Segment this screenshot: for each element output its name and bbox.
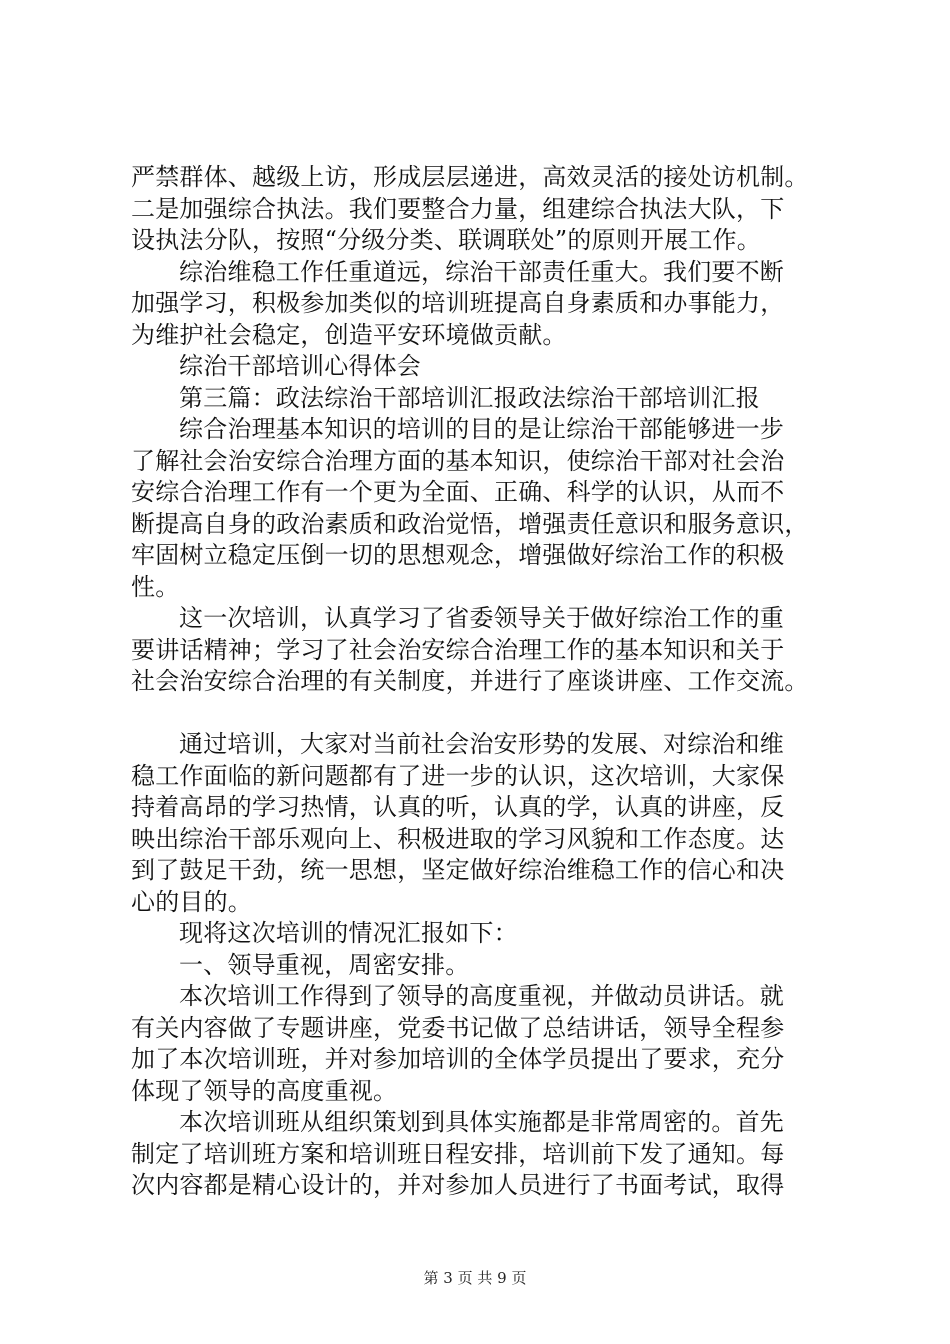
text-line: 设执法分队，按照“分级分类、联调联处”的原则开展工作。 (131, 226, 761, 254)
text-line: 体现了领导的高度重视。 (131, 1076, 398, 1105)
text-line: 综治干部培训心得体会 (179, 352, 421, 380)
text-line: 为维护社会稳定，创造平安环境做贡献。 (131, 320, 567, 349)
page-footer: 第 3 页 共 9 页 (423, 1269, 527, 1287)
text-line: 心的目的。 (131, 887, 252, 916)
text-line: 断提高自身的政治素质和政治觉悟，增强责任意识和服务意识， (131, 509, 809, 538)
text-line: 加强学习，积极参加类似的培训班提高自身素质和办事能力， (131, 289, 785, 317)
text-line: 有关内容做了专题讲座，党委书记做了总结讲话，领导全程参 (131, 1013, 785, 1042)
text-line: 性。 (131, 572, 180, 601)
text-line: 二是加强综合执法。我们要整合力量，组建综合执法大队，下 (131, 194, 785, 223)
text-line: 了解社会治安综合治理方面的基本知识，使综治干部对社会治 (131, 446, 785, 475)
document-body (131, 162, 831, 1202)
text-line: 到了鼓足干劲，统一思想，坚定做好综治维稳工作的信心和决 (131, 856, 785, 884)
text-line: 制定了培训班方案和培训班日程安排，培训前下发了通知。每 (131, 1139, 785, 1168)
text-line: 通过培训，大家对当前社会治安形势的发展、对综治和维 (179, 730, 784, 758)
text-line: 一、领导重视，周密安排。 (179, 950, 470, 979)
text-line: 本次培训班从组织策划到具体实施都是非常周密的。首先 (179, 1108, 784, 1136)
text-line: 社会治安综合治理的有关制度，并进行了座谈讲座、工作交流。 (131, 667, 809, 695)
text-line: 持着高昂的学习热情，认真的听，认真的学，认真的讲座，反 (131, 793, 785, 821)
text-line: 加了本次培训班，并对参加培训的全体学员提出了要求，充分 (131, 1045, 785, 1073)
text-line: 安综合治理工作有一个更为全面、正确、科学的认识，从而不 (131, 478, 785, 506)
text-line: 牢固树立稳定压倒一切的思想观念，增强做好综治工作的积极 (131, 541, 785, 569)
text-line: 严禁群体、越级上访，形成层层递进，高效灵活的接处访机制。 (131, 163, 809, 191)
blank-line (131, 698, 831, 730)
text-line: 次内容都是精心设计的，并对参加人员进行了书面考试，取得 (131, 1171, 785, 1199)
text-line: 稳工作面临的新问题都有了进一步的认识，这次培训，大家保 (131, 761, 785, 790)
text-line: 要讲话精神；学习了社会治安综合治理工作的基本知识和关于 (131, 635, 785, 664)
text-line: 现将这次培训的情况汇报如下： (179, 919, 518, 947)
text-line: 这一次培训，认真学习了省委领导关于做好综治工作的重 (179, 604, 784, 632)
text-line: 综治维稳工作任重道远，综治干部责任重大。我们要不断 (179, 257, 784, 286)
text-line: 映出综治干部乐观向上、积极进取的学习风貌和工作态度。达 (131, 824, 785, 853)
text-line: 本次培训工作得到了领导的高度重视，并做动员讲话。就 (179, 982, 784, 1010)
text-line: 第三篇：政法综治干部培训汇报政法综治干部培训汇报 (179, 383, 760, 412)
text-line: 综合治理基本知识的培训的目的是让综治干部能够进一步 (179, 415, 784, 443)
